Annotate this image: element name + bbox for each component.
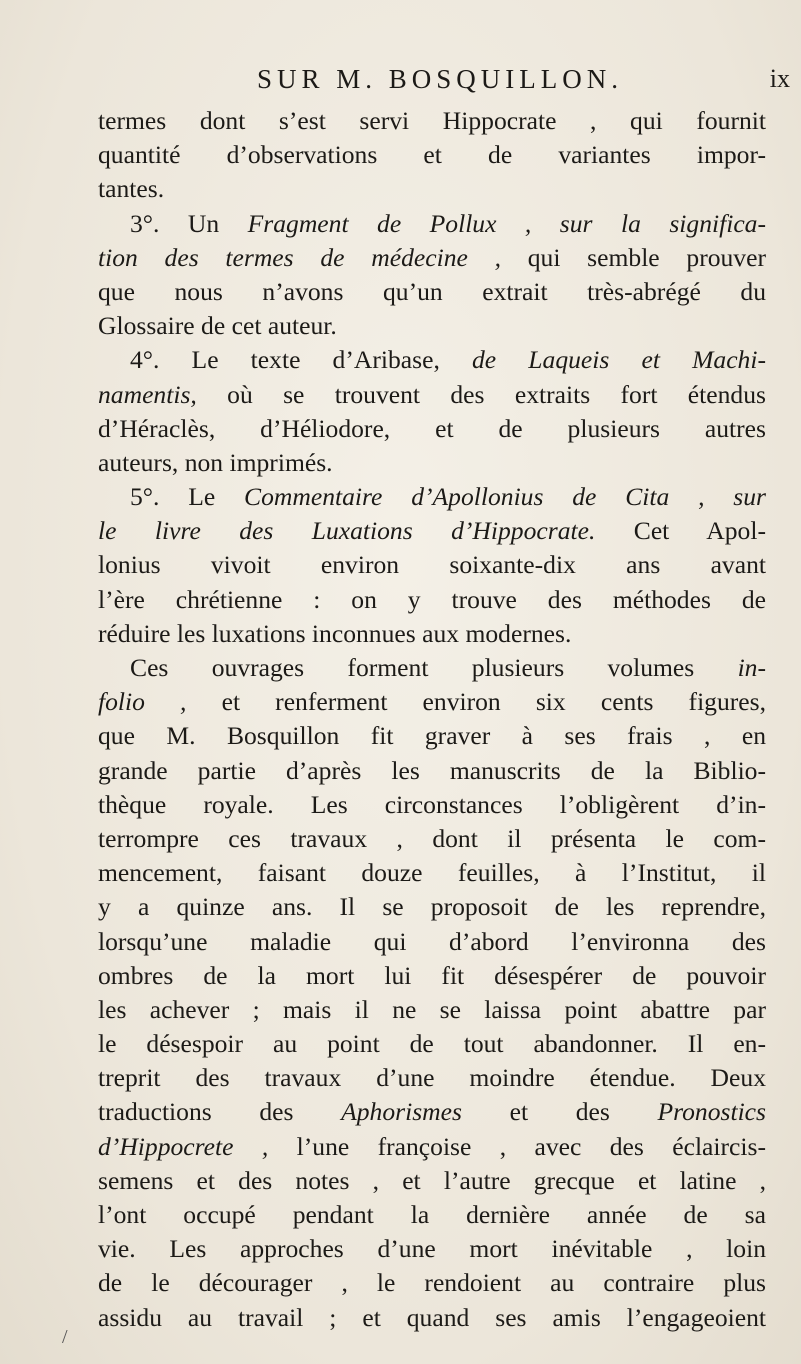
italic-title: le livre des Luxations d’Hippocrate. xyxy=(98,516,634,546)
text-line: ombres de la mort lui fit désespérer de pouvoir xyxy=(98,960,766,990)
text-line xyxy=(98,685,766,719)
text-line: termes dont s’est servi Hippocrate , qui fournit xyxy=(98,106,766,135)
text-line: de le décourager , le rendoient au contraire plus xyxy=(98,1268,766,1298)
text-line xyxy=(98,241,766,275)
italic-title: d’Hippocrete , xyxy=(98,1131,297,1161)
text-run: qui semble prouver xyxy=(527,242,766,272)
text-line: terrompre ces travaux , dont il présenta le com- xyxy=(98,823,766,853)
text-line: auteurs, non imprimés. xyxy=(98,447,333,477)
text-line xyxy=(98,1095,766,1129)
text-line xyxy=(98,1130,766,1164)
text-line xyxy=(98,480,766,514)
italic-title: namentis, xyxy=(98,379,228,409)
text-line: tantes. xyxy=(98,174,165,204)
text-line: lonius vivoit environ soixante-dix ans avant xyxy=(98,550,766,580)
text-run: Cet Apol- xyxy=(633,516,766,546)
text-line: lorsqu’une maladie qui d’abord l’environna des xyxy=(98,926,766,956)
text-line: l’ont occupé pendant la dernière année de sa xyxy=(98,1200,766,1229)
text-line: que M. Bosquillon fit graver à ses frais , en xyxy=(98,721,766,751)
margin-mark: / xyxy=(62,1326,68,1348)
text-line: que nous n’avons qu’un extrait très-abrégé du xyxy=(98,276,766,306)
italic-title: de Laqueis et Machi- xyxy=(472,345,766,375)
page-header xyxy=(90,62,790,98)
text-line: mencement, faisant douze feuilles, à l’Institut, il xyxy=(98,858,766,888)
running-title: SUR M. BOSQUILLON. xyxy=(256,64,624,94)
text-line: vie. Les approches d’une mort inévitable , loin xyxy=(98,1234,766,1264)
text-run: et renferment environ six cents figures, xyxy=(221,687,767,717)
italic-title: in- xyxy=(737,653,766,682)
text-line xyxy=(98,651,766,685)
text-line: l’ère chrétienne : on y trouve des méthodes de xyxy=(98,584,766,614)
text-line: thèque royale. Les circonstances l’obligèrent d’in- xyxy=(98,789,766,819)
text-line xyxy=(98,207,766,241)
italic-title: Pronostics xyxy=(657,1097,767,1127)
text-line: d’Héraclès, d’Héliodore, et de plusieurs autres xyxy=(98,413,766,443)
text-line: assidu au travail ; et quand ses amis l’engageoient xyxy=(98,1302,766,1332)
text-run: l’une françoise , avec des éclaircis- xyxy=(296,1131,766,1161)
text-line: réduire les luxations inconnues aux modernes. xyxy=(98,618,572,648)
text-line: quantité d’observations et de variantes impor- xyxy=(98,140,766,170)
text-line: Glossaire de cet auteur. xyxy=(98,311,337,341)
italic-title: Fragment de Pollux , sur la significa- xyxy=(247,208,766,238)
italic-title: Commentaire d’Apollonius de Cita , sur xyxy=(244,482,766,512)
text-line xyxy=(98,378,766,412)
text-line: le désespoir au point de tout abandonner. Il en- xyxy=(98,1029,766,1059)
text-run: Ces ouvrages forment plusieurs volumes xyxy=(130,653,738,682)
text-run: où se trouvent des extraits fort étendus xyxy=(227,379,766,409)
text-line: les achever ; mais il ne se laissa point abattre par xyxy=(98,994,766,1024)
text-line xyxy=(98,343,766,377)
text-run: 4°. Le texte d’Aribase, xyxy=(130,345,472,375)
italic-title: tion des termes de médecine , xyxy=(98,242,528,272)
italic-title: folio , xyxy=(98,687,222,717)
body-text xyxy=(98,104,766,1335)
text-line xyxy=(98,514,766,548)
page-number: ix xyxy=(769,64,790,93)
text-run: 5°. Le xyxy=(130,482,245,512)
text-run: traductions des xyxy=(98,1097,342,1127)
text-line: y a quinze ans. Il se proposoit de les reprendre, xyxy=(98,892,766,922)
text-run: et des xyxy=(509,1097,658,1127)
text-line: semens et des notes , et l’autre grecque et latine , xyxy=(98,1165,766,1195)
text-run: 3°. Un xyxy=(130,208,248,238)
italic-title: Aphorismes xyxy=(341,1097,510,1127)
text-line: treprit des travaux d’une moindre étendue. Deux xyxy=(98,1063,766,1093)
text-line: grande partie d’après les manuscrits de la Biblio- xyxy=(98,755,766,785)
